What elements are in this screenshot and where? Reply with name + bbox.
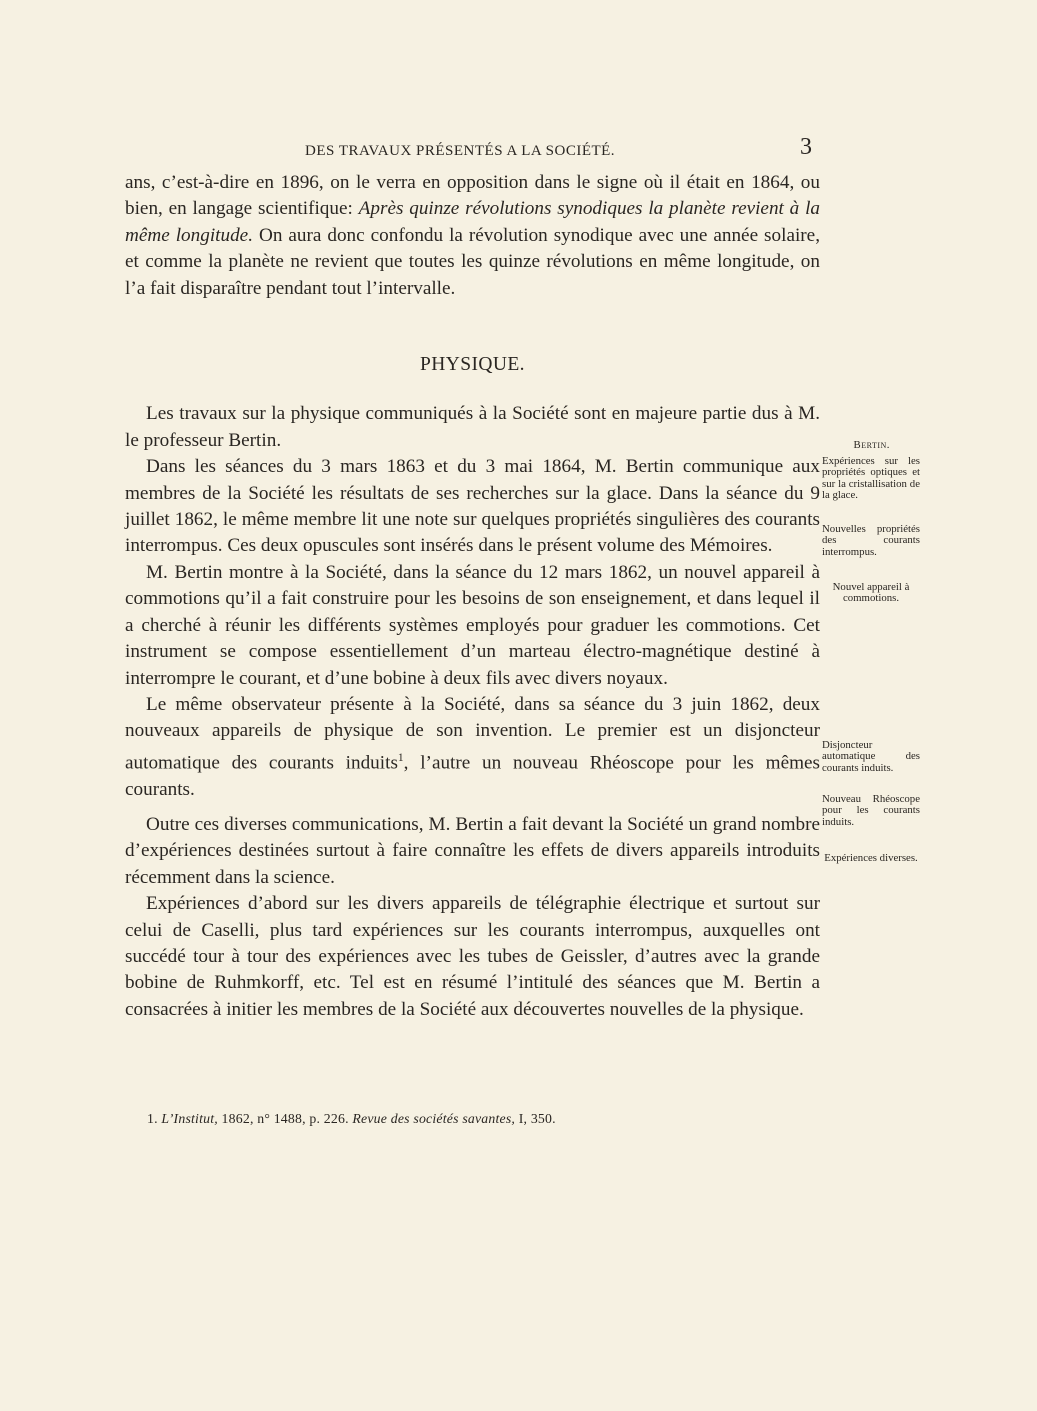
footnote-source-institut: L’Institut, xyxy=(161,1111,218,1126)
footnote xyxy=(147,1111,556,1127)
margin-note-rheoscope: Nouveau Rhéoscope pour les courants induits. xyxy=(822,793,920,828)
paragraph-opening-tail: On aura donc confondu la révolution synodique avec une année solaire, et comme la planète ne revient que toutes les quinze révolutions en même longitude, on l’a fait disparaître pendant tout l’intervalle. xyxy=(125,224,820,299)
footnote-source-revue: Revue des sociétés savantes, xyxy=(352,1111,516,1126)
paragraph-opening-text: ans, c’est-à-dire en 1896, on le verra en opposition dans le signe où il était en 1864, ou bien, en langage scientifique: xyxy=(125,172,820,220)
footnote-ref: 1 xyxy=(397,751,404,764)
main-text xyxy=(125,170,820,1023)
paragraph-glace: Dans les séances du 3 mars 1863 et du 3 mai 1864, M. Bertin communique aux membres de la Société les résultats de ses recherches sur la glace. Dans la séance du 9 juillet 1862, le même membre lit une note sur quelques propriétés singulières des courants interrompus. Ces deux opuscules sont insérés dans le présent volume des Mémoires. xyxy=(125,456,820,557)
paragraph-opening xyxy=(125,170,820,302)
paragraph-disjoncteur xyxy=(125,692,820,803)
margin-note-disjoncteur: Disjoncteur automatique des courants induits. xyxy=(822,739,920,774)
footnote-number: 1. xyxy=(147,1111,158,1126)
running-head: DES TRAVAUX PRÉSENTÉS A LA SOCIÉTÉ. xyxy=(305,143,616,159)
paragraph-disjoncteur-text: Le même observateur présente à la Société, dans sa séance du 3 juin 1862, deux nouveaux appareils de physique de son invention. Le premier est un disjoncteur automatique des courants induits xyxy=(125,693,820,774)
paragraph-commotions: M. Bertin montre à la Société, dans la séance du 12 mars 1862, un nouvel appareil à commotions qu’il a fait construire pour les besoins de son enseignement, et dans lequel il a cherché à réunir les différents systèmes employés pour graduer les commotions. Cet instrument se compose essentiellement d’un marteau électro-magnétique destiné à interrompre le courant, et d’une bobine à deux fils avec divers noyaux. xyxy=(125,561,820,689)
footnote-detail-2: I, 350. xyxy=(515,1111,556,1126)
margin-note-courants: Nouvelles propriétés des courants interrompus. xyxy=(822,523,920,558)
italic-quote: Après quinze révolutions synodiques la planète revient à la même longitude. xyxy=(125,198,820,246)
margin-note-diverses: Expériences diverses. xyxy=(824,852,918,864)
paragraph-intro: Les travaux sur la physique communiqués à la Société sont en majeure partie dus à M. le professeur Bertin. xyxy=(125,403,820,451)
margin-note-commotions: Nouvel appareil à commotions. xyxy=(832,581,910,605)
footnote-detail-1: 1862, n° 1488, p. 226. xyxy=(217,1111,353,1126)
margin-note-glace: Expériences sur les propriétés optiques et sur la cristallisation de la glace. xyxy=(822,455,920,502)
paragraph-experiences: Outre ces diverses communications, M. Bertin a fait devant la Société un grand nombre d’expériences destinées surtout à faire connaître les effets de divers appareils introduits récemment dans la science. xyxy=(125,813,820,888)
section-heading: PHYSIQUE. xyxy=(420,354,525,376)
paragraph-disjoncteur-tail: , l’autre un nouveau Rhéoscope pour les mêmes courants. xyxy=(125,752,820,800)
margin-note-bertin: Bertin. xyxy=(853,439,890,451)
page-number: 3 xyxy=(800,134,812,160)
paragraph-physique: Expériences d’abord sur les divers appareils de télégraphie électrique et surtout sur celui de Caselli, plus tard expériences sur les courants interrompus, auxquelles ont succédé tour à tour des expériences avec les tubes de Geissler, d’autres avec la grande bobine de Ruhmkorff, etc. Tel est en résumé l’intitulé des séances que M. Bertin a consacrées à initier les membres de la Société aux découvertes nouvelles de la physique. xyxy=(125,893,820,1020)
